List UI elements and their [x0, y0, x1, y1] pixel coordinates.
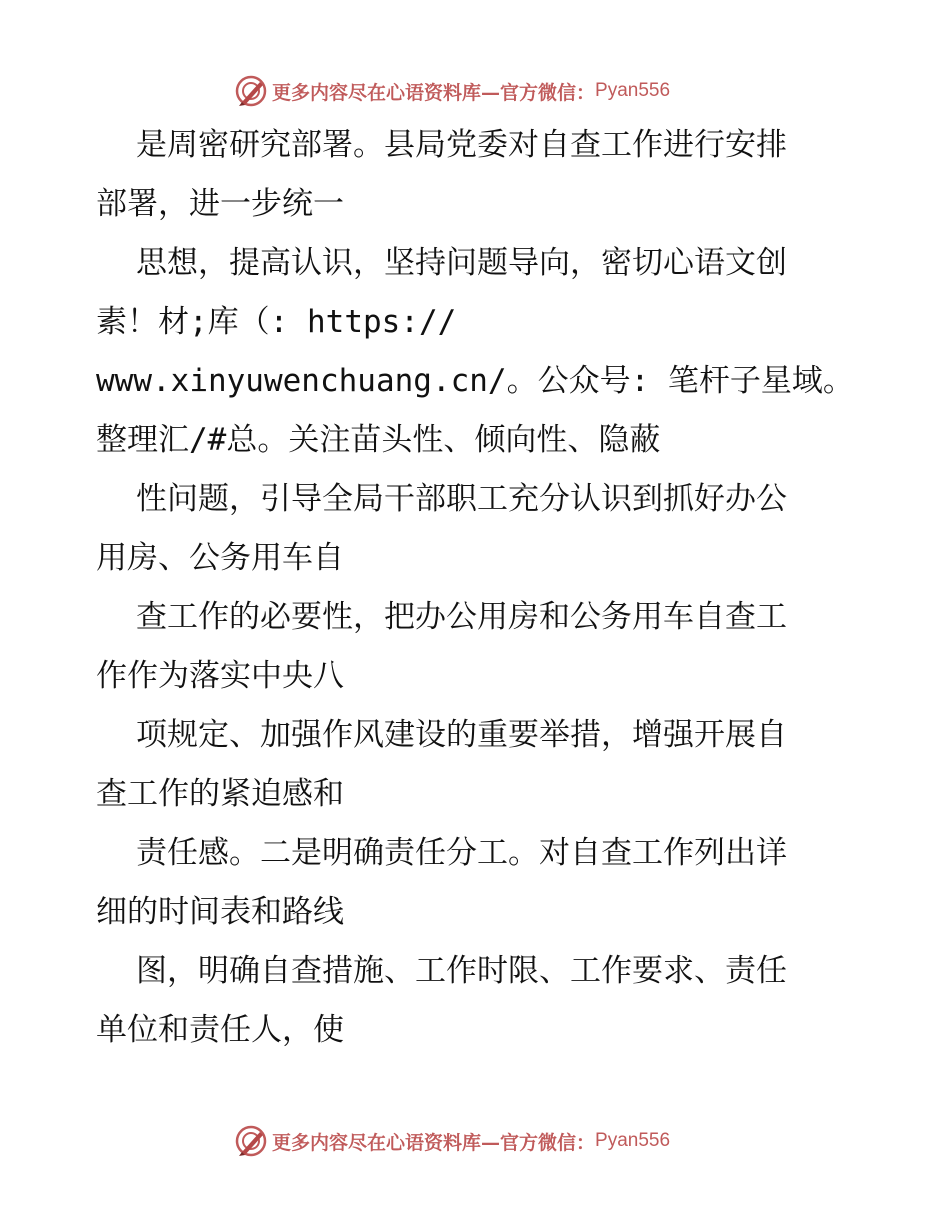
body-line: 用房、公务用车自: [96, 540, 344, 576]
body-line: 部署，进一步统一: [96, 186, 344, 222]
wechat-id: Pyan556: [595, 80, 671, 101]
body-line: 责任感。二是明确责任分工。对自查工作列出详: [136, 835, 787, 871]
pen-logo-icon: [234, 1124, 268, 1158]
banner-text: 更多内容尽在心语资料库—官方微信：: [272, 1131, 596, 1154]
body-line: 作作为落实中央八: [96, 658, 344, 694]
body-line: 素！材;库（: https://: [96, 304, 457, 340]
document-body: [96, 116, 856, 1060]
footer-banner: [234, 1124, 670, 1158]
body-line: 查工作的紧迫感和: [96, 776, 344, 812]
body-line: 单位和责任人，使: [96, 1012, 344, 1048]
body-line: 整理汇/#总。关注苗头性、倾向性、隐蔽: [96, 422, 661, 458]
banner-text: 更多内容尽在心语资料库—官方微信：: [272, 81, 596, 104]
body-line: 细的时间表和路线: [96, 894, 344, 930]
body-line: 性问题，引导全局干部职工充分认识到抓好办公: [136, 481, 787, 517]
wechat-id: Pyan556: [595, 1130, 671, 1151]
header-banner: [234, 74, 670, 108]
body-line: 思想，提高认识，坚持问题导向，密切心语文创: [136, 245, 787, 281]
body-line: 项规定、加强作风建设的重要举措，增强开展自: [136, 717, 787, 753]
body-line: 查工作的必要性，把办公用房和公务用车自查工: [136, 599, 787, 635]
body-line: www.xinyuwenchuang.cn/。公众号: 笔杆子星域。: [96, 363, 854, 399]
body-line: 图，明确自查措施、工作时限、工作要求、责任: [136, 953, 787, 989]
pen-logo-icon: [234, 74, 268, 108]
body-line: 是周密研究部署。县局党委对自查工作进行安排: [136, 127, 787, 163]
